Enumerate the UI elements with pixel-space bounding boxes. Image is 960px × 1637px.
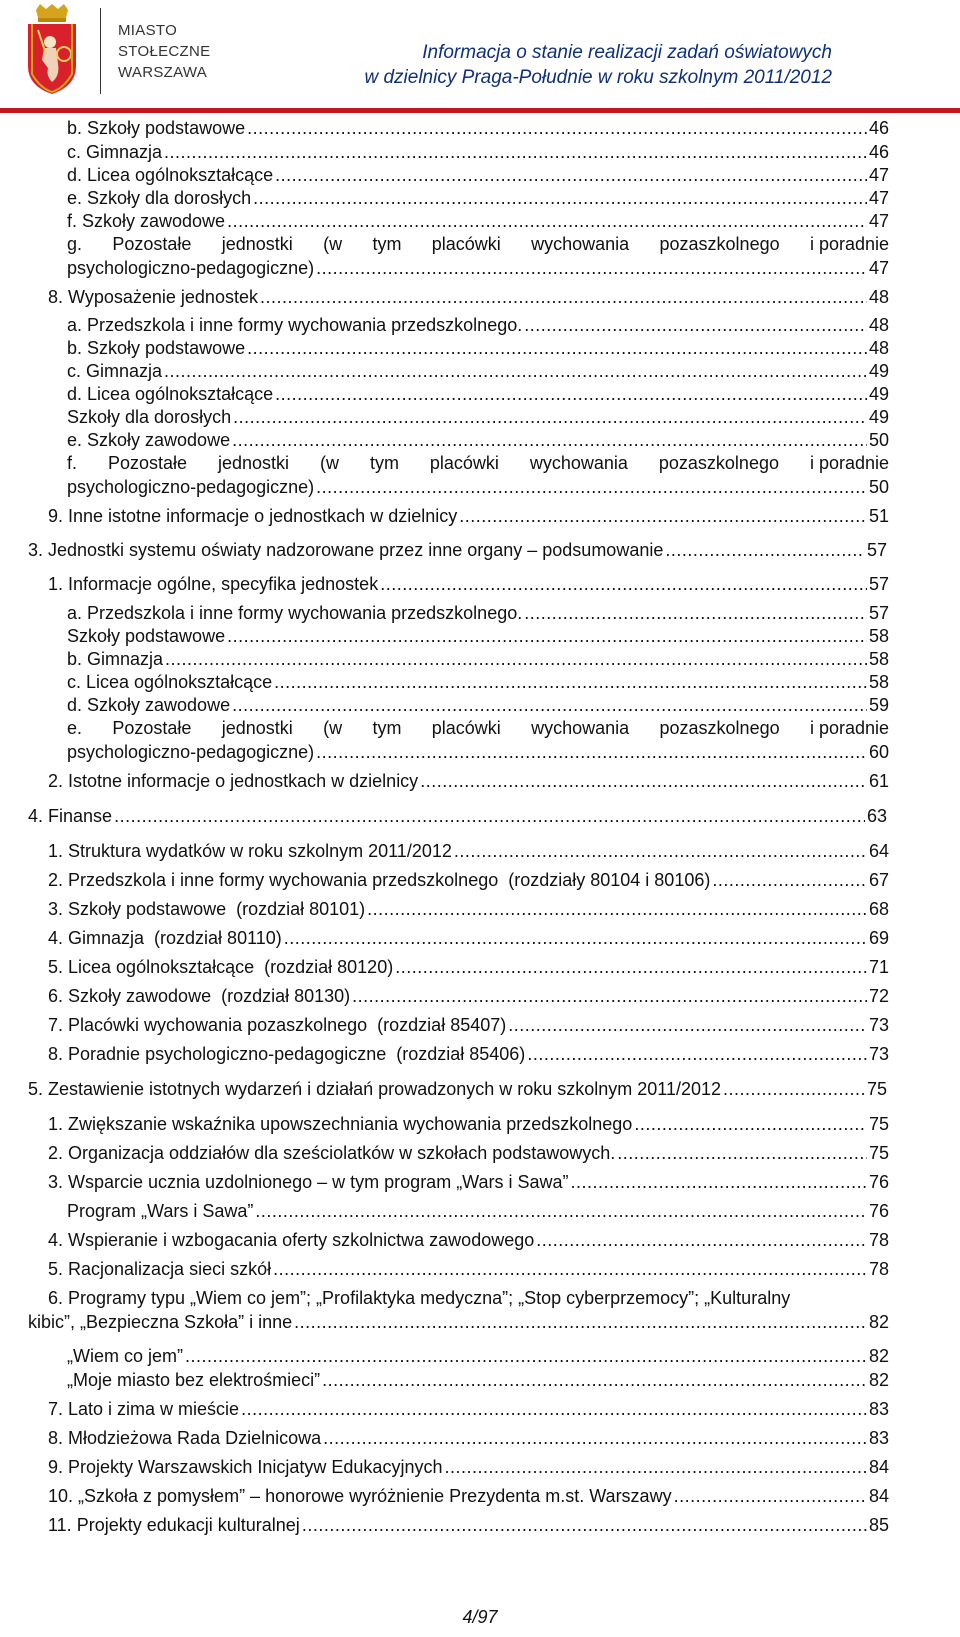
word: (w [323,718,343,738]
toc-entry-page: 84 [868,1457,889,1477]
toc-entry-title: „Wiem co jem” [67,1346,183,1366]
toc-entry[interactable] [67,209,889,233]
toc-entry-multiline[interactable] [28,1286,889,1334]
toc-entry[interactable] [48,769,889,793]
toc-entry-multiline[interactable] [67,232,889,280]
toc-entry[interactable] [48,839,889,863]
toc-entry-title: 5. Racjonalizacja sieci szkół [48,1259,272,1279]
toc-entry-page: 47 [868,188,889,208]
toc-entry-title-line-1 [67,232,889,256]
word: jednostki [221,718,293,738]
toc-entry[interactable] [48,1112,889,1136]
toc-entry-page: 82 [868,1370,889,1390]
toc-entry-title: Program „Wars i Sawa” [67,1201,254,1221]
toc-entry-title: d. Licea ogólnokształcące [67,165,274,185]
toc-entry[interactable] [67,140,889,164]
toc-entry-page: 57 [868,574,889,594]
word: Pozostałe [107,453,188,473]
word: i poradnie [809,718,889,738]
toc-entry-page: 58 [868,672,889,692]
toc-entry-page: 75 [866,1079,887,1099]
toc-entry-title: 6. Szkoły zawodowe (rozdział 80130) [48,986,351,1006]
toc-entry-title: 5. Zestawienie istotnych wydarzeń i działań prowadzonych w roku szkolnym 2011/2012 [28,1079,722,1099]
toc-entry-title: 2. Organizacja oddziałów dla sześciolatków w szkołach podstawowych. [48,1143,616,1163]
toc-entry-title: e. Szkoły zawodowe [67,430,231,450]
toc-entry-page: 72 [868,986,889,1006]
toc-entry[interactable] [28,804,887,828]
toc-entry-page: 47 [868,165,889,185]
toc-entry-title: e. Szkoły dla dorosłych [67,188,252,208]
toc-entry[interactable] [48,1513,889,1537]
toc-entry-title: 3. Wsparcie ucznia uzdolnionego – w tym program „Wars i Sawa” [48,1172,569,1192]
word: tym [372,234,402,254]
report-title [364,40,832,90]
toc-entry-title-line-1: 6. Programy typu „Wiem co jem”; „Profilaktyka medyczna”; „Stop cyberprzemocy”; „Kulturalny [48,1288,791,1308]
toc-entry-title-line-2: psychologiczno-pedagogiczne) [67,258,315,278]
toc-entry-title: f. Szkoły zawodowe [67,211,226,231]
toc-entry-page: 67 [868,870,889,890]
word: pozaszkolnego [658,453,779,473]
toc-entry[interactable] [48,1170,889,1194]
toc-entry-page: 68 [868,899,889,919]
toc-entry[interactable] [67,405,889,429]
word: tym [369,453,399,473]
toc-entry[interactable] [48,285,889,309]
city-line-3: WARSZAWA [118,64,208,81]
toc-entry-title: „Moje miasto bez elektrośmieci” [67,1370,321,1390]
word: pozaszkolnego [659,234,780,254]
toc-entry-title: 7. Placówki wychowania pozaszkolnego (rozdział 85407) [48,1015,507,1035]
toc-entry-page: 82 [868,1312,889,1332]
toc-entry-title: 2. Przedszkola i inne formy wychowania przedszkolnego (rozdziały 80104 i 80106) [48,870,711,890]
toc-entry[interactable] [67,601,889,625]
toc-entry-page: 82 [868,1346,889,1366]
toc-entry-title: 4. Wspieranie i wzbogacania oferty szkolnictwa zawodowego [48,1230,535,1250]
word: wychowania [531,718,630,738]
toc-entry-page: 78 [868,1259,889,1279]
toc-entry-title: b. Szkoły podstawowe [67,338,246,358]
toc-entry[interactable] [48,1426,889,1450]
toc-entry[interactable] [48,868,889,892]
toc-entry[interactable] [67,647,889,671]
word: jednostki [221,234,293,254]
toc-entry-title-line-1 [67,451,889,475]
word: Pozostałe [112,718,192,738]
toc-entry[interactable] [67,382,889,406]
word: placówki [429,453,499,473]
toc-entry[interactable] [67,116,889,140]
word: jednostki [217,453,290,473]
word: Pozostałe [112,234,192,254]
toc-entry-title: 1. Informacje ogólne, specyfika jednostek [48,574,379,594]
toc-entry-page: 83 [868,1428,889,1448]
word: (w [323,234,343,254]
toc-entry-page: 84 [868,1486,889,1506]
toc-entry[interactable] [48,572,889,596]
toc-entry[interactable] [67,163,889,187]
toc-entry[interactable] [48,504,889,528]
toc-entry-title: Szkoły podstawowe [67,626,226,646]
toc-entry-title: a. Przedszkola i inne formy wychowania przedszkolnego. [67,603,523,623]
toc-entry-page: 73 [868,1044,889,1064]
toc-entry[interactable] [67,1344,889,1368]
toc-entry-page: 58 [868,626,889,646]
toc-entry-title-line-2: psychologiczno-pedagogiczne) [67,477,315,497]
toc-entry-title: 2. Istotne informacje o jednostkach w dzielnicy [48,771,419,791]
toc-entry[interactable] [67,313,889,337]
toc-entry[interactable] [48,984,889,1008]
toc-entry-page: 49 [868,407,889,427]
toc-entry[interactable] [48,926,889,950]
toc-entry-page: 85 [868,1515,889,1535]
toc-entry-title: 3. Szkoły podstawowe (rozdział 80101) [48,899,366,919]
toc-entry-page: 64 [868,841,889,861]
toc-entry-title: a. Przedszkola i inne formy wychowania przedszkolnego. [67,315,523,335]
word: wychowania [531,234,630,254]
toc-entry-title: 4. Gimnazja (rozdział 80110) [48,928,282,948]
toc-entry-page: 57 [868,603,889,623]
toc-entry-title: Szkoły dla dorosłych [67,407,232,427]
toc-entry[interactable] [48,1141,889,1165]
toc-entry-page: 60 [868,742,889,762]
word: i poradnie [809,453,889,473]
report-title-line-1: Informacja o stanie realizacji zadań oświatowych [422,42,832,63]
toc-entry-page: 76 [868,1172,889,1192]
word: e. [67,718,83,738]
toc-entry-page: 71 [868,957,889,977]
toc-entry-page: 46 [868,142,889,162]
header-rule [0,108,960,113]
toc-entry[interactable] [67,624,889,648]
toc-entry-title: c. Gimnazja [67,361,163,381]
toc-entry-page: 50 [868,477,889,497]
toc-entry-multiline[interactable] [67,451,889,499]
toc-entry-title: c. Licea ogólnokształcące [67,672,273,692]
word: pozaszkolnego [659,718,780,738]
toc-entry-page: 61 [868,771,889,791]
toc-entry-page: 48 [868,287,889,307]
toc-entry-title-line-2: psychologiczno-pedagogiczne) [67,742,315,762]
toc-entry[interactable] [28,538,887,562]
toc-entry-title: 1. Zwiększanie wskaźnika upowszechniania wychowania przedszkolnego [48,1114,633,1134]
toc-entry-title: c. Gimnazja [67,142,163,162]
toc-entry-title: 3. Jednostki systemu oświaty nadzorowane przez inne organy – podsumowanie [28,540,664,560]
toc-entry[interactable] [48,1013,889,1037]
word: placówki [431,718,501,738]
toc-entry[interactable] [48,1042,889,1066]
word: placówki [431,234,501,254]
city-name [118,20,210,83]
toc-entry[interactable] [48,955,889,979]
toc-entry-title-line-1 [67,716,889,740]
toc-entry-page: 48 [868,338,889,358]
toc-entry-page: 58 [868,649,889,669]
toc-entry[interactable] [67,670,889,694]
toc-entry-page: 83 [868,1399,889,1419]
toc-entry-title: 4. Finanse [28,806,113,826]
toc-entry-page: 75 [868,1143,889,1163]
toc-entry[interactable] [48,1455,889,1479]
toc-entry-title: 9. Inne istotne informacje o jednostkach w dzielnicy [48,506,458,526]
toc-entry-page: 46 [868,118,889,138]
toc-entry-page: 50 [868,430,889,450]
toc-entry-title-line-2: kibic”, „Bezpieczna Szkoła” i inne [28,1312,293,1332]
toc-entry-multiline[interactable] [67,716,889,764]
toc-entry-title: 8. Młodzieżowa Rada Dzielnicowa [48,1428,322,1448]
toc-entry-page: 57 [866,540,887,560]
toc-entry-page: 69 [868,928,889,948]
toc-entry[interactable] [67,186,889,210]
word: g. [67,234,83,254]
warsaw-crest-icon [26,4,78,94]
city-line-1: MIASTO [118,22,178,39]
toc-entry-title: 1. Struktura wydatków w roku szkolnym 2011/2012 [48,841,452,861]
word: (w [319,453,339,473]
toc-entry[interactable] [67,336,889,360]
toc-entry-page: 48 [868,315,889,335]
toc-entry-title: 8. Poradnie psychologiczno-pedagogiczne (rozdział 85406) [48,1044,526,1064]
toc-entry[interactable] [48,897,889,921]
toc-entry-page: 47 [868,258,889,278]
toc-entry-title: b. Gimnazja [67,649,164,669]
word: f. [67,453,78,473]
city-line-2: STOŁECZNE [118,43,211,60]
toc-entry-page: 76 [868,1201,889,1221]
toc-entry[interactable] [67,1368,889,1392]
toc-entry-page: 59 [868,695,889,715]
toc-entry-title: d. Szkoły zawodowe [67,695,231,715]
toc-entry-page: 63 [866,806,887,826]
toc-entry[interactable] [67,693,889,717]
toc-entry-title: 7. Lato i zima w mieście [48,1399,240,1419]
toc-entry-page: 49 [868,384,889,404]
toc-entry-page: 47 [868,211,889,231]
header-divider [100,8,101,94]
word: i poradnie [809,234,889,254]
toc-entry-title: d. Licea ogólnokształcące [67,384,274,404]
toc-entry-page: 73 [868,1015,889,1035]
toc-entry[interactable] [67,1199,889,1223]
page-header [0,0,960,108]
report-title-line-2: w dzielnicy Praga-Południe w roku szkolnym 2011/2012 [364,67,832,88]
toc-entry-title: 9. Projekty Warszawskich Inicjatyw Edukacyjnych [48,1457,443,1477]
toc-entry[interactable] [48,1397,889,1421]
toc-entry-title: 5. Licea ogólnokształcące (rozdział 80120) [48,957,394,977]
toc-entry-title: 8. Wyposażenie jednostek [48,287,258,307]
toc-entry[interactable] [67,428,889,452]
toc-entry-page: 49 [868,361,889,381]
word: wychowania [529,453,628,473]
toc-entry[interactable] [67,359,889,383]
toc-entry[interactable] [48,1257,889,1281]
page-number: 4/97 [462,1607,498,1627]
toc-entry-title: 11. Projekty edukacji kulturalnej [48,1515,300,1535]
toc-entry-page: 78 [868,1230,889,1250]
toc-entry-page: 51 [868,506,889,526]
toc-entry-page: 75 [868,1114,889,1134]
toc-entry[interactable] [48,1484,889,1508]
toc-entry-title: b. Szkoły podstawowe [67,118,246,138]
toc-entry[interactable] [48,1228,889,1252]
toc-entry-title: 10. „Szkoła z pomysłem” – honorowe wyróżnienie Prezydenta m.st. Warszawy [48,1486,672,1506]
word: tym [372,718,402,738]
toc-entry[interactable] [28,1077,887,1101]
